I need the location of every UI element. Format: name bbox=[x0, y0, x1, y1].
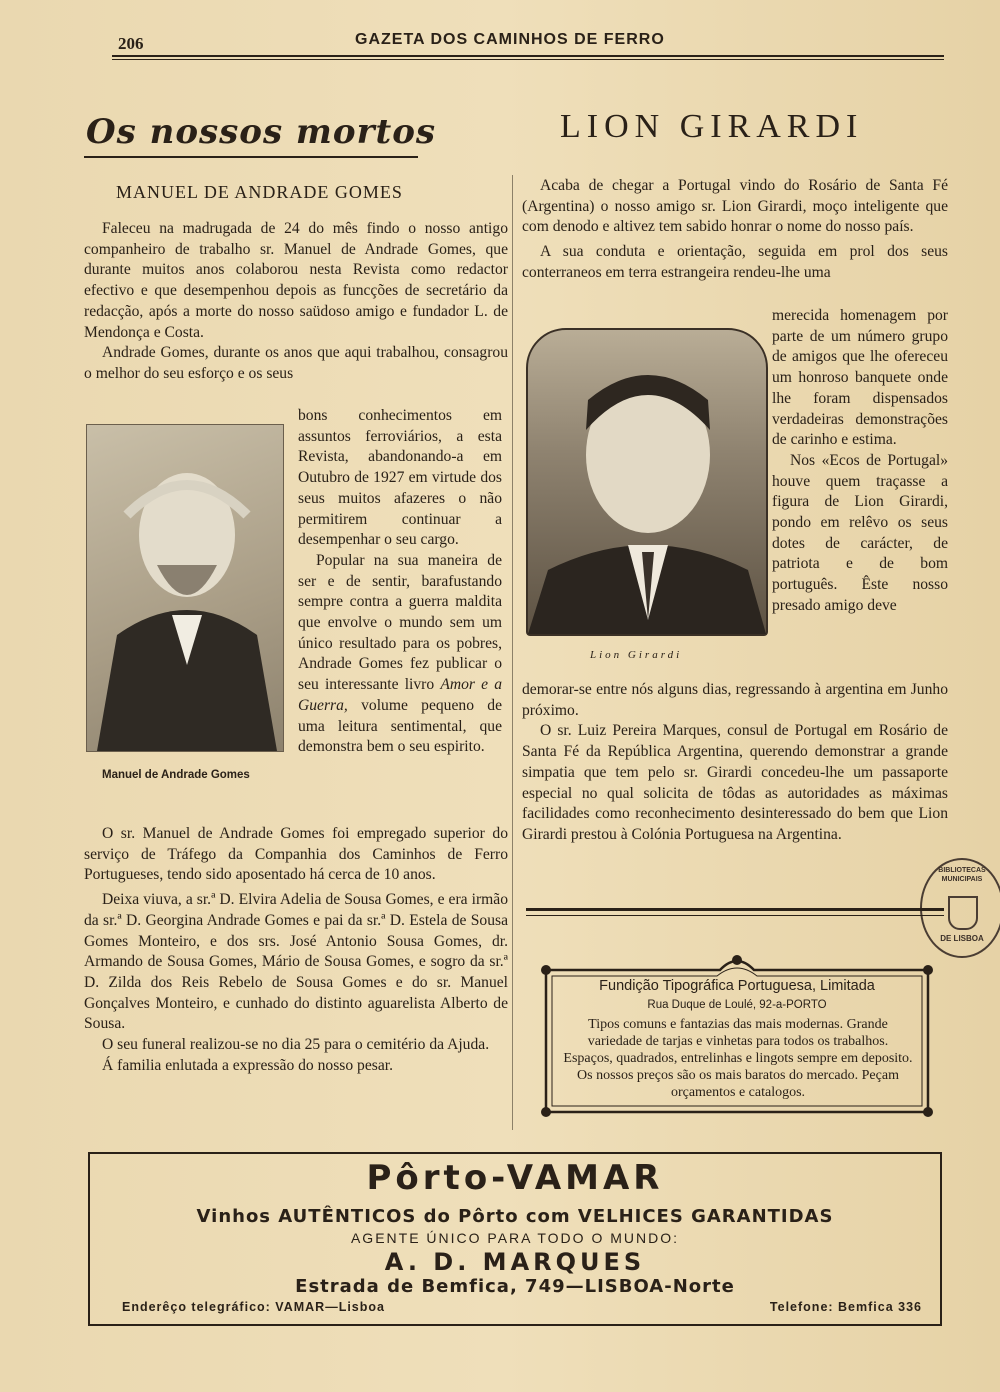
ad-company-body: Tipos comuns e fantazias das mais modernas. Grande variedade de tarjas e vinhetas para todos os trabalhos. Espaços, quadrados, entrelinhas e lingots sempre em deposito. Os nossos preços são os mais baratos do mercado. Peçam orçamentos e catalogos. bbox=[563, 1017, 913, 1100]
ad-brand-name: Pôrto-VAMAR bbox=[366, 1158, 664, 1198]
obituary-paragraph: Faleceu na madrugada de 24 do mês findo o nosso antigo companheiro de trabalho sr. Manuel de Andrade Gomes, que durante muitos anos colaborou nesta Revista como redactor efectivo e que desempenhou depois as funcções de secretário da redacção, após a morte do nosso saüdoso amigo e fundador L. de Mendonça e Costa. bbox=[84, 220, 508, 341]
obituary-paragraph-part: Popular na sua maneira de ser e de sentir, barafustando sempre contra a guerra maldita que envolve o mundo sem um único resultado para os pobres, Andrade Gomes fez publicar o seu interessante livro bbox=[298, 551, 502, 694]
obituary-paragraph: Andrade Gomes, durante os anos que aqui trabalhou, consagrou o melhor do seu esforço e os seus bbox=[84, 344, 508, 382]
stamp-crest-icon bbox=[948, 896, 978, 930]
obituary-paragraph: Á familia enlutada a expressão do nosso pesar. bbox=[102, 1056, 393, 1074]
header-rule-bottom bbox=[112, 59, 944, 60]
obituary-paragraph: Deixa viuva, a sr.ª D. Elvira Adelia de Sousa Gomes, e era irmão da sr.ª D. Georgina Andrade Gomes e pai da sr.ª D. Estela de Sousa Gomes Monteiro, e dos srs. José Antonio Sousa Gomes, dr. Armando de Sousa Gomes, Mário de Sousa Gomes, e sogro da sr.ª D. Zilda dos Reis Rebelo de Sousa Gomes e do sr. Manuel Gonçalves Monteiro, e cunhado do distinto aguarelista Alberto de Sousa. bbox=[84, 891, 508, 1033]
portrait-caption-right: Lion Girardi bbox=[590, 649, 683, 661]
ad-telegraphic: Enderêço telegráfico: VAMAR—Lisboa bbox=[122, 1300, 385, 1314]
page-number: 206 bbox=[118, 34, 144, 53]
publication-title: GAZETA DOS CAMINHOS DE FERRO bbox=[355, 31, 665, 48]
section-rule bbox=[526, 915, 944, 916]
title-underline bbox=[84, 156, 418, 158]
article-paragraph: Acaba de chegar a Portugal vindo do Rosário de Santa Fé (Argentina) o nosso amigo sr. Lion Girardi, moço inteligente que com denodo e altivez tem sabido honrar o nome do nosso país. bbox=[522, 177, 948, 236]
obituary-wrap-text bbox=[298, 406, 502, 758]
column-divider bbox=[512, 175, 513, 1130]
ad-agent-label: AGENTE ÚNICO PARA TODO O MUNDO: bbox=[350, 1230, 680, 1246]
article-paragraph: demorar-se entre nós alguns dias, regressando à argentina em Junho próximo. bbox=[522, 681, 948, 719]
portrait-figure bbox=[528, 330, 766, 634]
portrait-caption-left: Manuel de Andrade Gomes bbox=[102, 769, 250, 781]
article-paragraph: merecida homenagem por parte de um número grupo de amigos que lhe ofereceu um honroso banquete onde lhe foram dispensados verdadeiras demonstrações de carinho e estima. bbox=[772, 307, 948, 449]
stamp-text-bottom: DE LISBOA bbox=[940, 934, 984, 943]
obituary-paragraph: O sr. Manuel de Andrade Gomes foi empregado superior do serviço de Tráfego da Companhia dos Caminhos de Ferro Portugueses, tendo sido aposentado há cerca de 10 anos. bbox=[84, 825, 508, 884]
portrait-lion-girardi bbox=[526, 328, 768, 636]
ad-porto-vamar bbox=[88, 1152, 942, 1326]
obituary-paragraph: bons conhecimentos em assuntos ferroviários, a esta Revista, abandonando-a em Outubro de 1927 em virtude dos seus muitos afazeres o não permitirem continuar a desempenhar o seu cargo. bbox=[298, 407, 502, 549]
article-continued bbox=[522, 680, 948, 846]
article-title-lion-girardi: LION GIRARDI bbox=[560, 108, 864, 145]
article-paragraph: Nos «Ecos de Portugal» houve quem traçasse a figura de Lion Girardi, pondo em relêvo os seus dotes de carácter, de patriota e de bom português. Êste nosso presado amigo deve bbox=[772, 451, 948, 614]
obituary-continued bbox=[84, 824, 508, 1076]
ad-phone: Telefone: Bemfica 336 bbox=[769, 1300, 922, 1314]
ad-company-address: Rua Duque de Loulé, 92-a-PORTO bbox=[647, 999, 827, 1011]
article-paragraph: O sr. Luiz Pereira Marques, consul de Portugal em Rosário de Santa Fé da República Argentina, querendo demonstrar a grande simpatia que tem pelo sr. Girardi concedeu-lhe um passaporte especial no qual solicita de tôdas as autoridades as máximas facilidades como reconhecimento desinteressado do bem que Lion Girardi prestou à Colónia Portuguesa na Argentina. bbox=[522, 722, 948, 843]
portrait-figure bbox=[87, 425, 283, 751]
portrait-manuel-andrade-gomes bbox=[86, 424, 284, 752]
book-title: Amor e a Guerra, bbox=[298, 676, 502, 714]
obituary-paragraph-part: volume pequeno de uma leitura sentimental, que demonstra bem o seu espirito. bbox=[298, 696, 502, 756]
ad-tipografica bbox=[534, 946, 940, 1124]
ad-address: Estrada de Bemfica, 749—LISBOA-Norte bbox=[295, 1276, 735, 1297]
ad-company-name: Fundição Tipográfica Portuguesa, Limitada bbox=[599, 978, 875, 994]
obituary-section-title: Os nossos mortos bbox=[86, 112, 437, 152]
section-rule bbox=[526, 908, 944, 911]
obituary-intro bbox=[84, 219, 508, 385]
obituary-paragraph: O seu funeral realizou-se no dia 25 para o cemitério da Ajuda. bbox=[102, 1036, 490, 1054]
header-rule-top bbox=[112, 55, 944, 57]
obituary-subhead: MANUEL DE ANDRADE GOMES bbox=[116, 182, 403, 202]
article-paragraph: A sua conduta e orientação, seguida em prol dos seus conterraneos em terra estrangeira rendeu-lhe uma bbox=[522, 243, 948, 281]
ad-agent-name: A. D. MARQUES bbox=[384, 1248, 646, 1276]
stamp-text-top: BIBLIOTECAS MUNICIPAIS bbox=[938, 867, 986, 883]
article-wrap-text bbox=[772, 306, 948, 617]
article-intro bbox=[522, 176, 948, 284]
ad-tagline: Vinhos AUTÊNTICOS do Pôrto com VELHICES GARANTIDAS bbox=[196, 1206, 834, 1227]
